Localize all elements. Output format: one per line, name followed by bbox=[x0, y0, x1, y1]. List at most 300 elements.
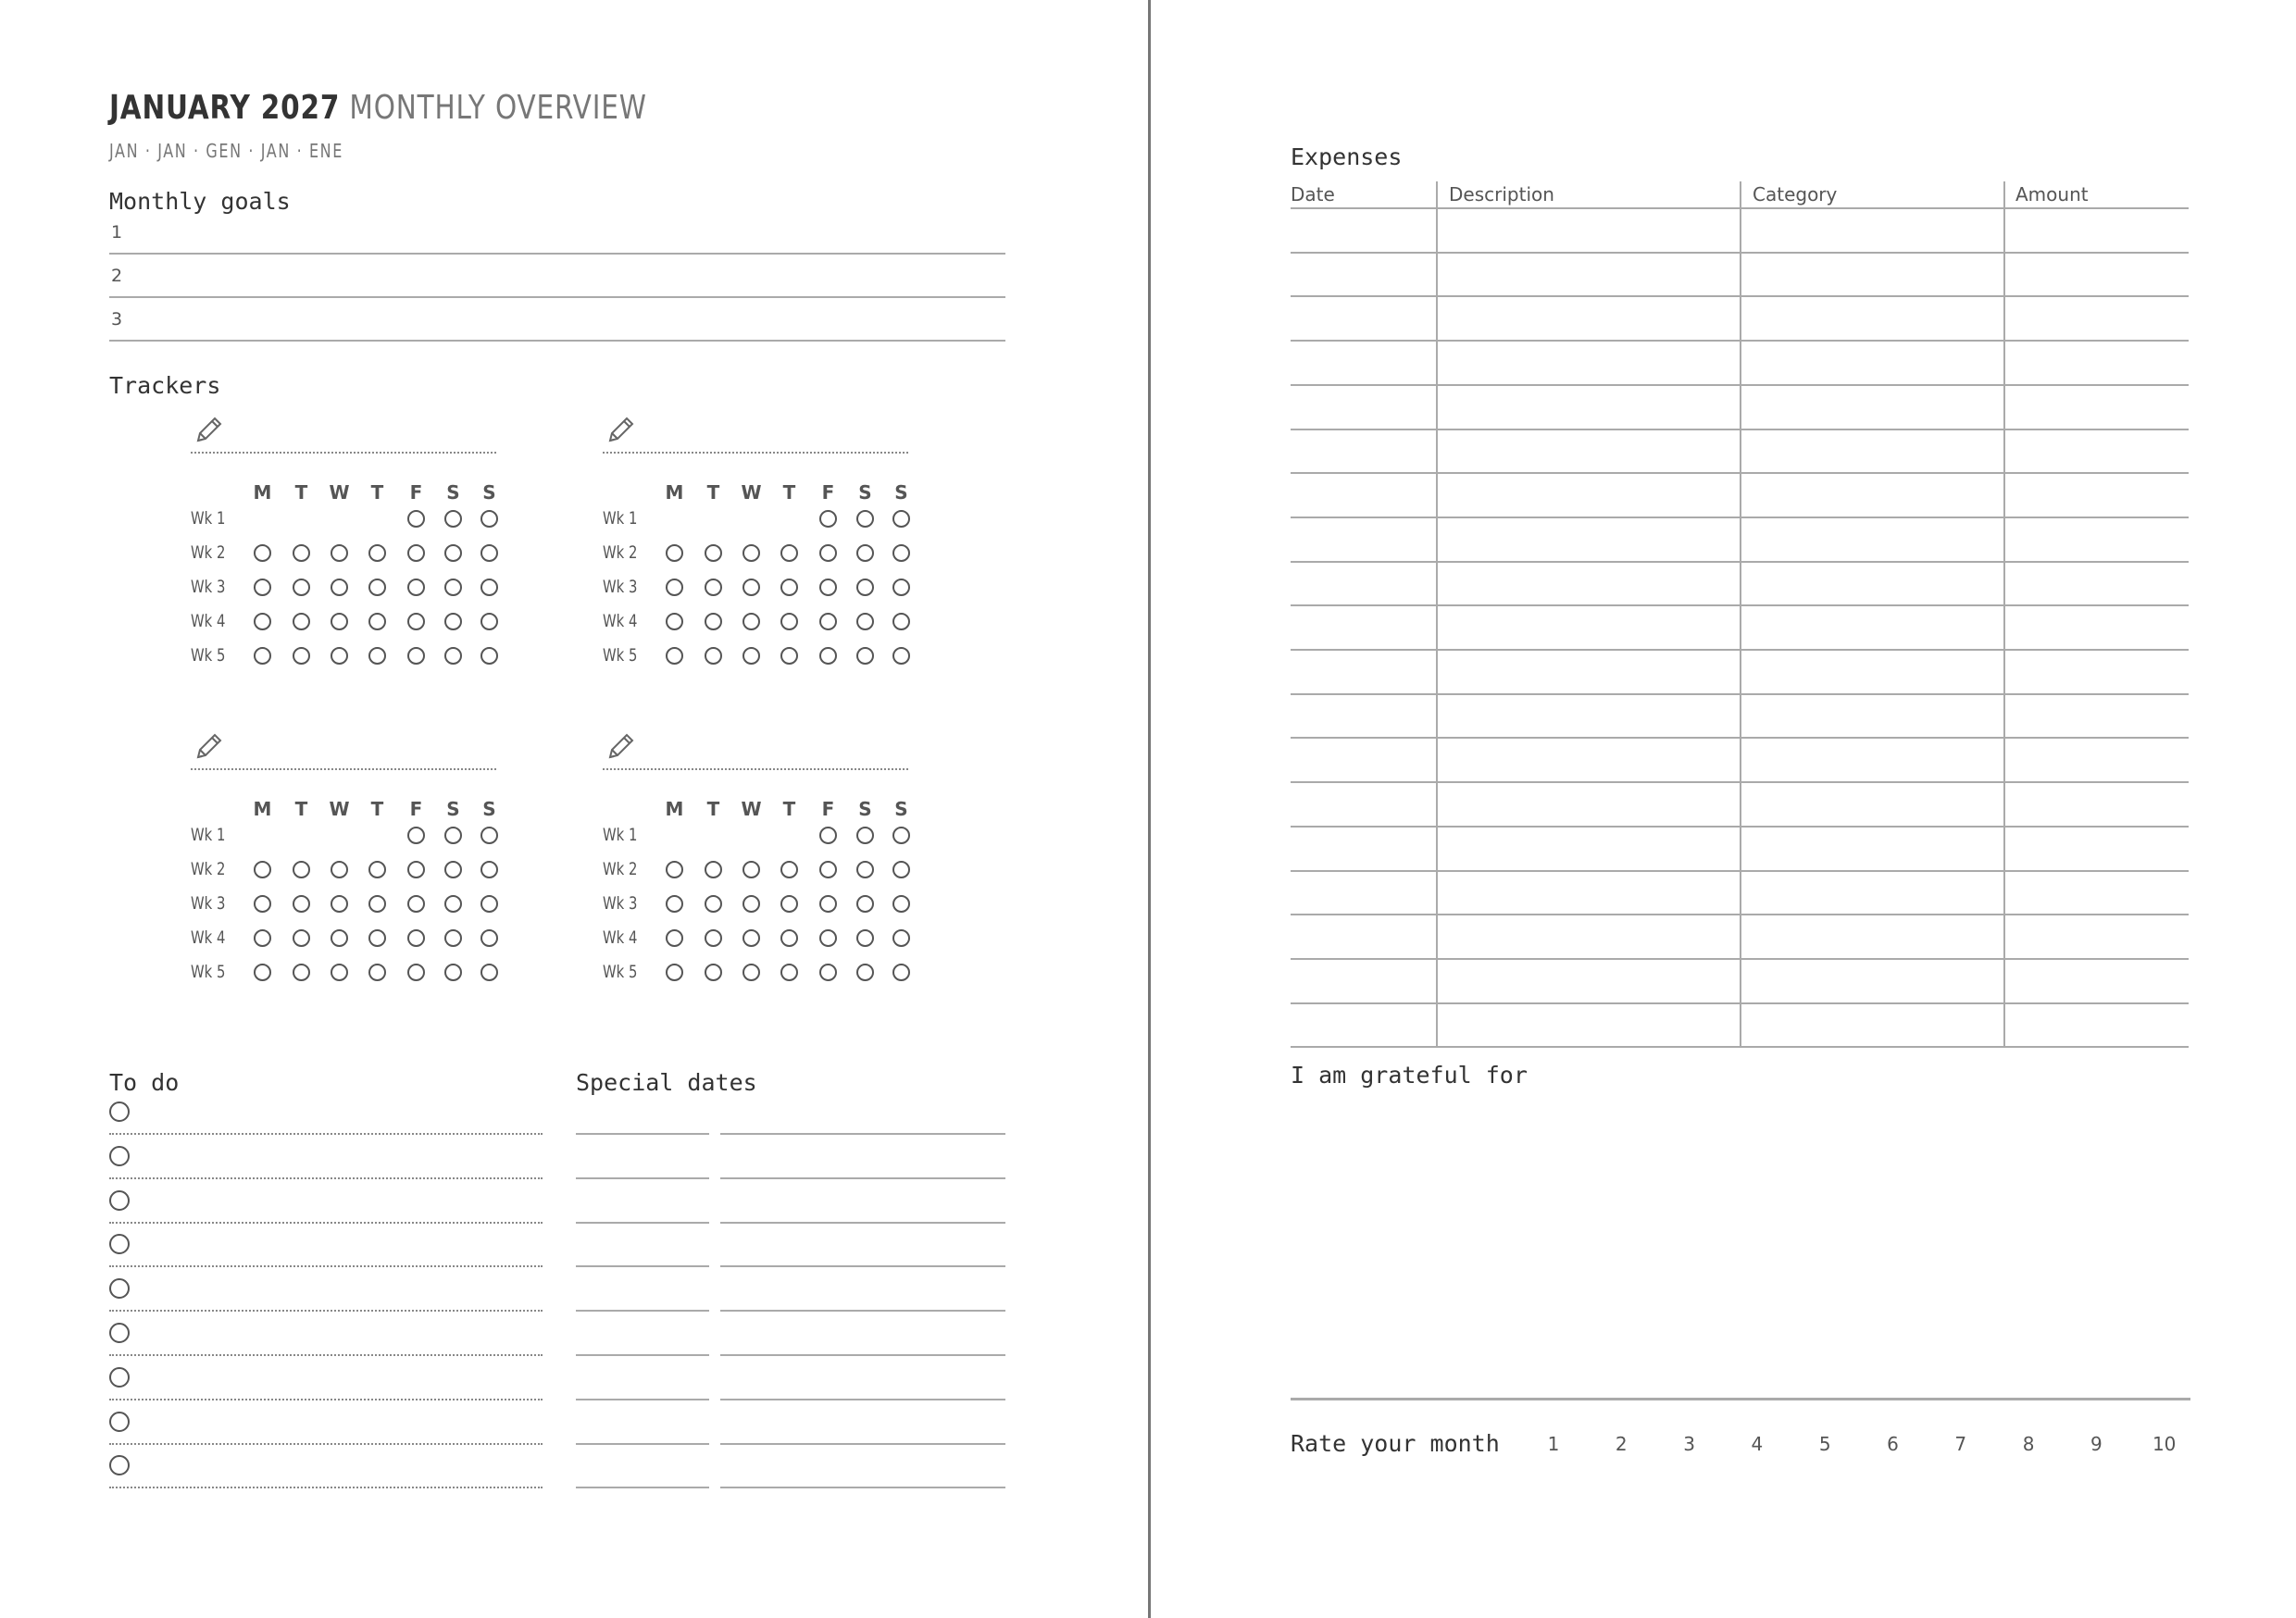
rating-option[interactable]: 9 bbox=[2090, 1433, 2103, 1455]
expense-cell[interactable] bbox=[2005, 695, 2187, 736]
tracker-day-circle[interactable] bbox=[892, 861, 910, 878]
tracker-day-circle[interactable] bbox=[368, 895, 386, 913]
expense-cell[interactable] bbox=[1741, 209, 2002, 250]
page-title bbox=[109, 89, 647, 127]
expense-column-header: Date bbox=[1291, 183, 1335, 205]
expense-cell[interactable] bbox=[2005, 209, 2187, 250]
tracker-day-circle[interactable] bbox=[742, 861, 760, 878]
week-label: Wk 2 bbox=[603, 542, 638, 563]
expense-cell[interactable] bbox=[2005, 960, 2187, 1001]
day-header: S bbox=[446, 481, 461, 504]
tracker-day-circle[interactable] bbox=[293, 964, 310, 981]
expense-cell[interactable] bbox=[1741, 430, 2002, 471]
goal-line bbox=[109, 340, 1005, 342]
expense-cell[interactable] bbox=[2005, 342, 2187, 382]
pencil-icon bbox=[193, 415, 224, 446]
tracker-day-circle[interactable] bbox=[331, 544, 348, 562]
expense-cell[interactable] bbox=[1741, 297, 2002, 338]
tracker-day-circle[interactable] bbox=[780, 544, 798, 562]
tracker-day-circle[interactable] bbox=[705, 861, 722, 878]
todo-line bbox=[109, 1310, 543, 1312]
expense-cell[interactable] bbox=[1438, 872, 1738, 913]
tracker-day-circle[interactable] bbox=[407, 579, 425, 596]
day-header: W bbox=[741, 798, 763, 820]
trackers-heading: Trackers bbox=[109, 372, 221, 399]
special-description-line[interactable] bbox=[720, 1443, 1005, 1445]
todo-line bbox=[109, 1265, 543, 1267]
expense-cell[interactable] bbox=[2005, 828, 2187, 868]
grateful-writing-area[interactable] bbox=[1291, 1097, 2190, 1393]
tracker-day-circle[interactable] bbox=[666, 613, 683, 630]
expense-column-header: Description bbox=[1449, 183, 1554, 205]
tracker-day-circle[interactable] bbox=[892, 964, 910, 981]
tracker-day-circle[interactable] bbox=[368, 929, 386, 947]
tracker-day-circle[interactable] bbox=[819, 827, 837, 844]
tracker-day-circle[interactable] bbox=[856, 510, 874, 528]
expense-cell[interactable] bbox=[1438, 739, 1738, 779]
expense-cell[interactable] bbox=[1292, 209, 1434, 250]
expense-cell[interactable] bbox=[1741, 342, 2002, 382]
special-description-line[interactable] bbox=[720, 1177, 1005, 1179]
tracker-day-circle[interactable] bbox=[254, 929, 271, 947]
week-label: Wk 2 bbox=[191, 542, 226, 563]
expense-cell[interactable] bbox=[1438, 651, 1738, 691]
tracker-day-circle[interactable] bbox=[407, 613, 425, 630]
expense-cell[interactable] bbox=[1292, 518, 1434, 559]
expense-cell[interactable] bbox=[1292, 430, 1434, 471]
tracker-day-circle[interactable] bbox=[856, 929, 874, 947]
expense-cell[interactable] bbox=[1292, 915, 1434, 956]
special-description-line[interactable] bbox=[720, 1487, 1005, 1488]
special-date-line[interactable] bbox=[576, 1265, 709, 1267]
tracker-day-circle[interactable] bbox=[856, 964, 874, 981]
tracker-day-circle[interactable] bbox=[480, 929, 498, 947]
tracker-day-circle[interactable] bbox=[254, 861, 271, 878]
tracker-day-circle[interactable] bbox=[368, 613, 386, 630]
tracker-day-circle[interactable] bbox=[368, 861, 386, 878]
rating-option[interactable]: 5 bbox=[1818, 1433, 1831, 1455]
special-date-line[interactable] bbox=[576, 1443, 709, 1445]
expense-cell[interactable] bbox=[1741, 695, 2002, 736]
tracker-day-circle[interactable] bbox=[856, 613, 874, 630]
tracker-day-circle[interactable] bbox=[368, 544, 386, 562]
expense-cell[interactable] bbox=[2005, 430, 2187, 471]
circle-checkbox-icon[interactable] bbox=[109, 1367, 130, 1388]
circle-checkbox-icon[interactable] bbox=[109, 1190, 130, 1211]
circle-checkbox-icon[interactable] bbox=[109, 1146, 130, 1166]
expense-cell[interactable] bbox=[2005, 518, 2187, 559]
tracker-day-circle[interactable] bbox=[742, 929, 760, 947]
expense-cell[interactable] bbox=[1292, 739, 1434, 779]
expense-cell[interactable] bbox=[1741, 386, 2002, 427]
tracker-day-circle[interactable] bbox=[480, 964, 498, 981]
special-date-line[interactable] bbox=[576, 1399, 709, 1400]
tracker-day-circle[interactable] bbox=[666, 647, 683, 665]
tracker-day-circle[interactable] bbox=[742, 579, 760, 596]
tracker-day-circle[interactable] bbox=[742, 613, 760, 630]
tracker-day-circle[interactable] bbox=[892, 895, 910, 913]
tracker-day-circle[interactable] bbox=[254, 544, 271, 562]
expense-cell[interactable] bbox=[2005, 739, 2187, 779]
goal-input[interactable] bbox=[139, 304, 1005, 335]
expense-cell[interactable] bbox=[2005, 872, 2187, 913]
tracker-day-circle[interactable] bbox=[705, 544, 722, 562]
day-header: W bbox=[329, 481, 351, 504]
tracker-day-circle[interactable] bbox=[407, 929, 425, 947]
tracker-day-circle[interactable] bbox=[293, 929, 310, 947]
circle-checkbox-icon[interactable] bbox=[109, 1101, 130, 1122]
expense-cell[interactable] bbox=[1292, 254, 1434, 294]
tracker-day-circle[interactable] bbox=[856, 827, 874, 844]
circle-checkbox-icon[interactable] bbox=[109, 1455, 130, 1475]
day-header: S bbox=[482, 481, 497, 504]
tracker-day-circle[interactable] bbox=[819, 964, 837, 981]
tracker-title-input[interactable] bbox=[228, 417, 496, 450]
expense-cell[interactable] bbox=[1438, 474, 1738, 515]
expense-cell[interactable] bbox=[1292, 695, 1434, 736]
tracker-day-circle[interactable] bbox=[444, 861, 462, 878]
special-date-line[interactable] bbox=[576, 1354, 709, 1356]
tracker-day-circle[interactable] bbox=[480, 510, 498, 528]
day-header: S bbox=[446, 798, 461, 820]
tracker-day-circle[interactable] bbox=[480, 544, 498, 562]
expense-cell[interactable] bbox=[1292, 960, 1434, 1001]
rating-option[interactable]: 1 bbox=[1547, 1433, 1560, 1455]
tracker-day-circle[interactable] bbox=[819, 613, 837, 630]
day-header: M bbox=[665, 798, 685, 820]
tracker-day-circle[interactable] bbox=[742, 544, 760, 562]
day-header: S bbox=[894, 798, 909, 820]
expense-cell[interactable] bbox=[1741, 651, 2002, 691]
expense-cell[interactable] bbox=[2005, 1004, 2187, 1045]
special-date-line[interactable] bbox=[576, 1487, 709, 1488]
tracker-day-circle[interactable] bbox=[331, 647, 348, 665]
expense-cell[interactable] bbox=[2005, 386, 2187, 427]
tracker-day-circle[interactable] bbox=[444, 929, 462, 947]
special-description-line[interactable] bbox=[720, 1310, 1005, 1312]
tracker-day-circle[interactable] bbox=[444, 647, 462, 665]
tracker-day-circle[interactable] bbox=[742, 647, 760, 665]
tracker-day-circle[interactable] bbox=[892, 544, 910, 562]
expense-cell[interactable] bbox=[1292, 783, 1434, 824]
expense-cell[interactable] bbox=[1438, 342, 1738, 382]
tracker-day-circle[interactable] bbox=[780, 647, 798, 665]
expense-column-header: Amount bbox=[2015, 183, 2089, 205]
tracker-day-circle[interactable] bbox=[368, 964, 386, 981]
expense-cell[interactable] bbox=[1741, 518, 2002, 559]
tracker-day-circle[interactable] bbox=[407, 510, 425, 528]
tracker-day-circle[interactable] bbox=[780, 613, 798, 630]
rating-option[interactable]: 6 bbox=[1887, 1433, 1899, 1455]
tracker-day-circle[interactable] bbox=[444, 579, 462, 596]
tracker-day-circle[interactable] bbox=[666, 964, 683, 981]
tracker-day-circle[interactable] bbox=[742, 895, 760, 913]
expense-cell[interactable] bbox=[1438, 386, 1738, 427]
todo-input[interactable] bbox=[139, 1362, 543, 1393]
week-label: Wk 1 bbox=[603, 508, 638, 529]
week-label: Wk 4 bbox=[603, 611, 638, 631]
tracker-day-circle[interactable] bbox=[254, 613, 271, 630]
tracker-day-circle[interactable] bbox=[780, 861, 798, 878]
tracker-day-circle[interactable] bbox=[819, 579, 837, 596]
expense-cell[interactable] bbox=[2005, 783, 2187, 824]
expense-cell[interactable] bbox=[1741, 783, 2002, 824]
expense-cell[interactable] bbox=[2005, 651, 2187, 691]
expense-cell[interactable] bbox=[1438, 915, 1738, 956]
goal-input[interactable] bbox=[139, 217, 1005, 248]
expense-cell[interactable] bbox=[1741, 739, 2002, 779]
tracker-day-circle[interactable] bbox=[480, 613, 498, 630]
todo-input[interactable] bbox=[139, 1096, 543, 1127]
tracker-day-circle[interactable] bbox=[666, 544, 683, 562]
tracker-day-circle[interactable] bbox=[856, 895, 874, 913]
expense-cell[interactable] bbox=[1292, 563, 1434, 604]
tracker-day-circle[interactable] bbox=[331, 613, 348, 630]
tracker-day-circle[interactable] bbox=[892, 510, 910, 528]
expense-cell[interactable] bbox=[1438, 960, 1738, 1001]
tracker-day-circle[interactable] bbox=[293, 861, 310, 878]
expense-cell[interactable] bbox=[1292, 651, 1434, 691]
expense-cell[interactable] bbox=[1438, 828, 1738, 868]
rating-option[interactable]: 2 bbox=[1615, 1433, 1628, 1455]
rating-option[interactable]: 3 bbox=[1683, 1433, 1695, 1455]
tracker-title-line bbox=[603, 452, 908, 454]
rate-month-heading: Rate your month bbox=[1291, 1430, 1500, 1457]
goal-line bbox=[109, 253, 1005, 255]
todo-input[interactable] bbox=[139, 1406, 543, 1438]
tracker-day-circle[interactable] bbox=[407, 895, 425, 913]
expense-cell[interactable] bbox=[1741, 606, 2002, 647]
tracker-day-circle[interactable] bbox=[407, 964, 425, 981]
tracker-day-circle[interactable] bbox=[819, 544, 837, 562]
todo-line bbox=[109, 1354, 543, 1356]
special-description-line[interactable] bbox=[720, 1265, 1005, 1267]
tracker-day-circle[interactable] bbox=[254, 895, 271, 913]
circle-checkbox-icon[interactable] bbox=[109, 1278, 130, 1299]
tracker-day-circle[interactable] bbox=[293, 544, 310, 562]
expense-row-line bbox=[1291, 1046, 2189, 1048]
tracker-day-circle[interactable] bbox=[892, 613, 910, 630]
tracker-day-circle[interactable] bbox=[444, 964, 462, 981]
expense-cell[interactable] bbox=[1741, 1004, 2002, 1045]
tracker-day-circle[interactable] bbox=[819, 510, 837, 528]
tracker-day-circle[interactable] bbox=[368, 647, 386, 665]
day-header: T bbox=[782, 481, 797, 504]
circle-checkbox-icon[interactable] bbox=[109, 1234, 130, 1254]
week-label: Wk 4 bbox=[191, 611, 226, 631]
rating-option[interactable]: 8 bbox=[2022, 1433, 2035, 1455]
tracker-day-circle[interactable] bbox=[666, 895, 683, 913]
tracker-day-circle[interactable] bbox=[819, 929, 837, 947]
todo-line bbox=[109, 1399, 543, 1400]
week-label: Wk 3 bbox=[603, 577, 638, 597]
tracker-day-circle[interactable] bbox=[705, 964, 722, 981]
special-description-line[interactable] bbox=[720, 1222, 1005, 1224]
month-translations: JAN · JAN · GEN · JAN · ENE bbox=[109, 140, 343, 162]
tracker-day-circle[interactable] bbox=[480, 895, 498, 913]
tracker-day-circle[interactable] bbox=[368, 579, 386, 596]
day-header: M bbox=[665, 481, 685, 504]
expense-cell[interactable] bbox=[1438, 783, 1738, 824]
todo-input[interactable] bbox=[139, 1140, 543, 1172]
tracker-day-circle[interactable] bbox=[331, 579, 348, 596]
expense-cell[interactable] bbox=[1438, 695, 1738, 736]
tracker-day-circle[interactable] bbox=[254, 647, 271, 665]
expense-cell[interactable] bbox=[1292, 342, 1434, 382]
tracker-day-circle[interactable] bbox=[705, 579, 722, 596]
tracker-day-circle[interactable] bbox=[819, 861, 837, 878]
todo-input[interactable] bbox=[139, 1450, 543, 1481]
todo-line bbox=[109, 1487, 543, 1488]
habit-tracker bbox=[603, 415, 936, 720]
special-description-line[interactable] bbox=[720, 1354, 1005, 1356]
special-description-line[interactable] bbox=[720, 1399, 1005, 1400]
tracker-day-circle[interactable] bbox=[407, 827, 425, 844]
expense-cell[interactable] bbox=[1292, 606, 1434, 647]
tracker-day-circle[interactable] bbox=[705, 929, 722, 947]
goal-line bbox=[109, 296, 1005, 298]
week-label: Wk 2 bbox=[603, 859, 638, 879]
expense-cell[interactable] bbox=[1292, 297, 1434, 338]
week-label: Wk 3 bbox=[603, 893, 638, 914]
expense-cell[interactable] bbox=[1438, 209, 1738, 250]
tracker-day-circle[interactable] bbox=[254, 964, 271, 981]
tracker-title-input[interactable] bbox=[640, 417, 908, 450]
tracker-day-circle[interactable] bbox=[444, 544, 462, 562]
expense-cell[interactable] bbox=[2005, 297, 2187, 338]
special-description-line[interactable] bbox=[720, 1133, 1005, 1135]
goal-input[interactable] bbox=[139, 260, 1005, 292]
expense-cell[interactable] bbox=[2005, 474, 2187, 515]
week-label: Wk 2 bbox=[191, 859, 226, 879]
tracker-day-circle[interactable] bbox=[331, 964, 348, 981]
tracker-day-circle[interactable] bbox=[819, 895, 837, 913]
rating-option[interactable]: 7 bbox=[1954, 1433, 1967, 1455]
habit-tracker bbox=[191, 415, 524, 720]
expense-cell[interactable] bbox=[1438, 430, 1738, 471]
special-date-line[interactable] bbox=[576, 1133, 709, 1135]
tracker-day-circle[interactable] bbox=[444, 895, 462, 913]
expense-cell[interactable] bbox=[1292, 1004, 1434, 1045]
tracker-day-circle[interactable] bbox=[331, 929, 348, 947]
todo-input[interactable] bbox=[139, 1317, 543, 1349]
tracker-day-circle[interactable] bbox=[293, 579, 310, 596]
week-label: Wk 5 bbox=[191, 645, 226, 666]
expense-cell[interactable] bbox=[1292, 386, 1434, 427]
expense-cell[interactable] bbox=[1438, 297, 1738, 338]
expense-cell[interactable] bbox=[1292, 474, 1434, 515]
expense-cell[interactable] bbox=[1741, 254, 2002, 294]
todo-input[interactable] bbox=[139, 1185, 543, 1216]
tracker-day-circle[interactable] bbox=[407, 544, 425, 562]
tracker-day-circle[interactable] bbox=[480, 827, 498, 844]
expense-cell[interactable] bbox=[2005, 915, 2187, 956]
tracker-day-circle[interactable] bbox=[666, 579, 683, 596]
tracker-day-circle[interactable] bbox=[293, 613, 310, 630]
tracker-day-circle[interactable] bbox=[892, 647, 910, 665]
tracker-day-circle[interactable] bbox=[254, 579, 271, 596]
special-date-line[interactable] bbox=[576, 1177, 709, 1179]
expense-cell[interactable] bbox=[2005, 254, 2187, 294]
tracker-day-circle[interactable] bbox=[666, 929, 683, 947]
circle-checkbox-icon[interactable] bbox=[109, 1412, 130, 1432]
tracker-day-circle[interactable] bbox=[780, 895, 798, 913]
tracker-day-circle[interactable] bbox=[780, 929, 798, 947]
special-date-line[interactable] bbox=[576, 1222, 709, 1224]
todo-input[interactable] bbox=[139, 1273, 543, 1304]
tracker-day-circle[interactable] bbox=[892, 827, 910, 844]
tracker-day-circle[interactable] bbox=[856, 861, 874, 878]
tracker-day-circle[interactable] bbox=[856, 544, 874, 562]
tracker-day-circle[interactable] bbox=[480, 647, 498, 665]
expense-cell[interactable] bbox=[1438, 1004, 1738, 1045]
pencil-icon bbox=[605, 415, 636, 446]
expense-cell[interactable] bbox=[1741, 474, 2002, 515]
tracker-day-circle[interactable] bbox=[666, 861, 683, 878]
tracker-day-circle[interactable] bbox=[705, 613, 722, 630]
expense-cell[interactable] bbox=[2005, 606, 2187, 647]
tracker-day-circle[interactable] bbox=[444, 613, 462, 630]
expense-cell[interactable] bbox=[1438, 563, 1738, 604]
tracker-day-circle[interactable] bbox=[480, 861, 498, 878]
day-header: T bbox=[782, 798, 797, 820]
tracker-day-circle[interactable] bbox=[444, 510, 462, 528]
day-header: W bbox=[329, 798, 351, 820]
tracker-day-circle[interactable] bbox=[407, 861, 425, 878]
expense-cell[interactable] bbox=[1438, 518, 1738, 559]
expense-cell[interactable] bbox=[1741, 915, 2002, 956]
expense-cell[interactable] bbox=[1741, 828, 2002, 868]
expense-cell[interactable] bbox=[1292, 872, 1434, 913]
tracker-day-circle[interactable] bbox=[856, 647, 874, 665]
tracker-day-circle[interactable] bbox=[892, 579, 910, 596]
tracker-day-circle[interactable] bbox=[705, 895, 722, 913]
expense-cell[interactable] bbox=[1438, 606, 1738, 647]
tracker-day-circle[interactable] bbox=[892, 929, 910, 947]
expense-cell[interactable] bbox=[1741, 563, 2002, 604]
expense-cell[interactable] bbox=[1741, 960, 2002, 1001]
tracker-day-circle[interactable] bbox=[331, 861, 348, 878]
tracker-day-circle[interactable] bbox=[742, 964, 760, 981]
tracker-day-circle[interactable] bbox=[705, 647, 722, 665]
tracker-title-input[interactable] bbox=[228, 733, 496, 766]
circle-checkbox-icon[interactable] bbox=[109, 1323, 130, 1343]
expense-cell[interactable] bbox=[1741, 872, 2002, 913]
todo-input[interactable] bbox=[139, 1228, 543, 1260]
tracker-day-circle[interactable] bbox=[856, 579, 874, 596]
tracker-day-circle[interactable] bbox=[293, 647, 310, 665]
rating-option[interactable]: 4 bbox=[1751, 1433, 1764, 1455]
week-label: Wk 1 bbox=[191, 825, 226, 845]
tracker-day-circle[interactable] bbox=[407, 647, 425, 665]
tracker-day-circle[interactable] bbox=[819, 647, 837, 665]
tracker-day-circle[interactable] bbox=[780, 964, 798, 981]
tracker-day-circle[interactable] bbox=[444, 827, 462, 844]
special-date-line[interactable] bbox=[576, 1310, 709, 1312]
tracker-day-circle[interactable] bbox=[780, 579, 798, 596]
tracker-title-line bbox=[191, 768, 496, 770]
title-label: MONTHLY OVERVIEW bbox=[349, 89, 647, 127]
tracker-title-input[interactable] bbox=[640, 733, 908, 766]
rating-option[interactable]: 10 bbox=[2152, 1433, 2177, 1455]
week-label: Wk 1 bbox=[603, 825, 638, 845]
expense-cell[interactable] bbox=[2005, 563, 2187, 604]
tracker-day-circle[interactable] bbox=[331, 895, 348, 913]
expense-cell[interactable] bbox=[1292, 828, 1434, 868]
expense-cell[interactable] bbox=[1438, 254, 1738, 294]
tracker-day-circle[interactable] bbox=[480, 579, 498, 596]
tracker-day-circle[interactable] bbox=[293, 895, 310, 913]
